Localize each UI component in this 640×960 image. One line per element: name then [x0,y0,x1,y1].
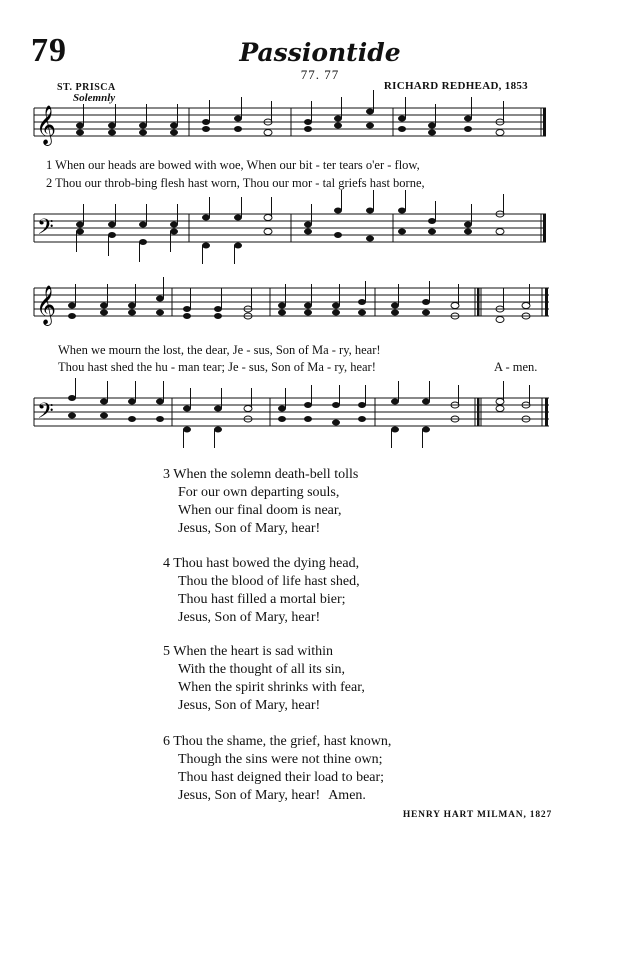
stanza-line: When the heart is sad within [173,644,334,659]
season-title: Passiontide [239,38,401,67]
system1-treble-staff [0,100,640,160]
bass-clef-icon: 𝄢 [37,399,54,429]
stanza-line: Thou hast bowed the dying head, [173,556,360,571]
stanza-line: Thou hast deigned their load to bear; [178,770,385,785]
system1-verse2-lyrics: 2 Thou our throb-bing flesh hast worn, Thou our mor - tal griefs hast borne, [46,176,425,190]
amen-text: Amen. [328,788,366,803]
treble-clef-icon: 𝄞 [36,105,57,145]
stanza-4 [163,555,360,627]
stanza-line: When the spirit shrinks with fear, [178,680,365,695]
system1-verse1-lyrics: 1 When our heads are bowed with woe, When our bit - ter tears o'er - flow, [46,158,420,172]
stanza-line: Thou the shame, the grief, hast known, [173,734,392,749]
system2-bass-notes [68,395,530,433]
stanza-line: Jesus, Son of Mary, hear! [178,610,321,625]
stanza-line: Thou hast filled a mortal bier; [178,592,346,607]
treble-clef-icon: 𝄞 [36,285,57,325]
composer-credit: RICHARD REDHEAD, 1853 [383,80,528,92]
hymn-number: 79 [31,32,67,69]
stanza-number: 5 [163,644,170,659]
system2-treble-staff [0,284,640,344]
system2-verse2-lyrics: Thou hast shed the hu - man tear; Je - sus, Son of Ma - ry, hear! [58,360,376,374]
system2-verse1-lyrics: When we mourn the lost, the dear, Je - sus, Son of Ma - ry, hear! [58,343,381,357]
stanza-line: For our own departing souls, [178,485,340,500]
tune-name: ST. PRISCA [57,82,116,93]
system2-bass-staff [0,394,640,454]
meter: 77. 77 [300,67,340,82]
amen-lyric: A - men. [494,360,538,374]
stanza-line: Jesus, Son of Mary, hear! [178,698,321,713]
bass-clef-icon: 𝄢 [37,215,54,245]
stanza-line: Jesus, Son of Mary, hear! [178,788,321,803]
stanza-number: 6 [163,734,170,749]
text-author-credit: HENRY HART MILMAN, 1827 [402,810,552,820]
stanza-number: 4 [163,556,170,571]
stanza-3 [163,466,358,538]
stanza-number: 3 [163,467,170,482]
stanza-line: When our final doom is near, [178,503,342,518]
stanza-line: When the solemn death-bell tolls [173,467,359,482]
stanza-line: With the thought of all its sin, [178,662,346,677]
stanza-6 [163,733,391,805]
tempo-marking: Solemnly [73,92,116,104]
stanza-line: Thou the blood of life hast shed, [178,574,360,589]
system1-bass-staff [0,210,640,270]
stanza-5 [163,643,365,715]
stanza-line: Though the sins were not thine own; [178,752,383,767]
stanza-line: Jesus, Son of Mary, hear! [178,521,321,536]
